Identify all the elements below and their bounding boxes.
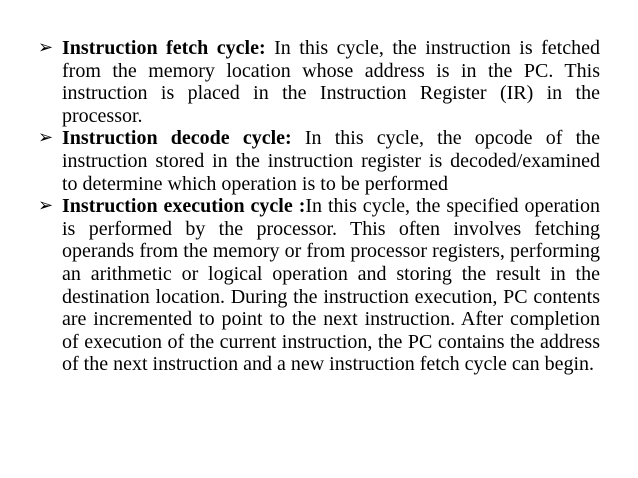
bullet-text: In this cycle, the instruction is fetched from the memory location whose address is in the PC. This instruction is placed in the Instruction Register (IR) in the processor. [62, 37, 600, 127]
bullet-item-execution-cycle [38, 195, 600, 376]
bullet-item-fetch-cycle [38, 37, 600, 127]
bullet-list [38, 37, 600, 376]
arrow-bullet-icon: ➢ [38, 127, 54, 149]
bullet-term: Instruction fetch cycle: [62, 37, 266, 59]
bullet-item-decode-cycle [38, 127, 600, 195]
arrow-bullet-icon: ➢ [38, 195, 54, 217]
arrow-bullet-icon: ➢ [38, 37, 54, 58]
bullet-text: In this cycle, the opcode of the instruction stored in the instruction register is decoded/examined to determine which operation is to be performed [62, 127, 600, 195]
bullet-term: Instruction decode cycle: [62, 127, 292, 150]
bullet-text: In this cycle, the specified operation is performed by the processor. This often involves fetching operands from the memory or from processor registers, performing an arithmetic or logical operation and storing the result in the destination location. During the instruction execution, PC contents are incremented to point to the next instruction. After completion of execution of the current instruction, the PC contains the address of the next instruction and a new instruction fetch cycle can begin. [62, 195, 600, 376]
bullet-term: Instruction execution cycle : [62, 195, 306, 218]
